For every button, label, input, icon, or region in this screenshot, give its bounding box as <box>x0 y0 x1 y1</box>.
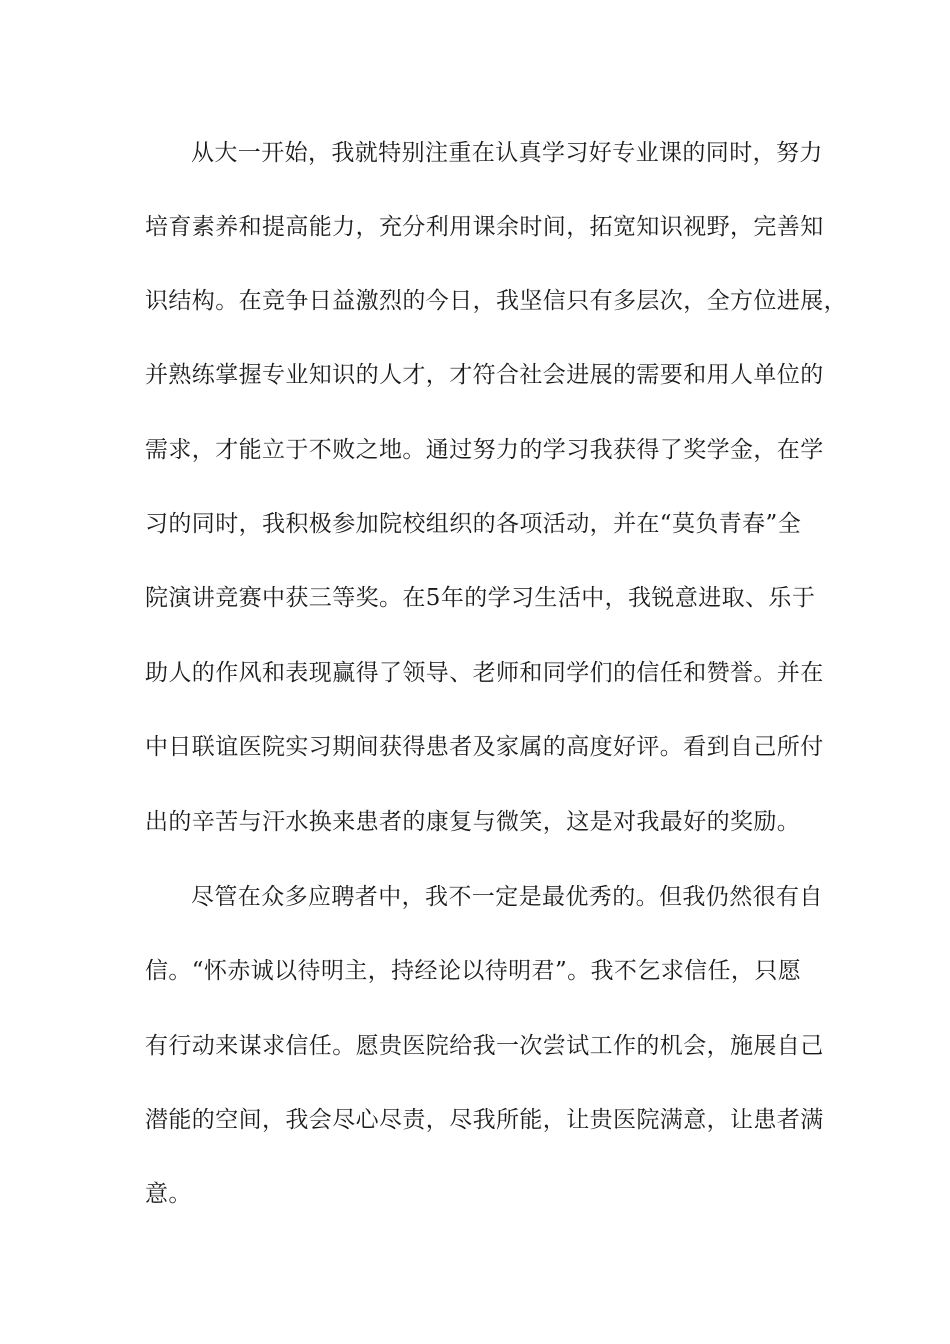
paragraph-2-line-1: 尽管在众多应聘者中，我不一定是最优秀的。但我仍然很有自 <box>191 884 823 910</box>
paragraph-2-line-3: 有行动来谋求信任。愿贵医院给我一次尝试工作的机会，施展自己 <box>145 1033 824 1059</box>
paragraph-1-line-6: 习的同时，我积极参加院校组织的各项活动，并在“莫负青春”全 <box>145 511 802 537</box>
paragraph-2-line-5: 意。 <box>145 1181 192 1207</box>
paragraph-2-line-4: 潜能的空间，我会尽心尽责，尽我所能，让贵医院满意，让患者满 <box>145 1107 824 1133</box>
paragraph-1-line-4: 并熟练掌握专业知识的人才，才符合社会进展的需要和用人单位的 <box>145 362 824 388</box>
paragraph-1-line-9: 中日联谊医院实习期间获得患者及家属的高度好评。看到自己所付 <box>145 734 824 760</box>
paragraph-1-line-8: 助人的作风和表现赢得了领导、老师和同学们的信任和赞誉。并在 <box>145 660 824 686</box>
paragraph-2-line-2: 信。“怀赤诚以待明主，持经论以待明君”。我不乞求信任，只愿 <box>145 958 802 984</box>
paragraph-1-line-1: 从大一开始，我就特别注重在认真学习好专业课的同时，努力 <box>191 140 823 166</box>
paragraph-1-line-7: 院演讲竞赛中获三等奖。在5年的学习生活中，我锐意进取、乐于 <box>145 585 816 611</box>
paragraph-1-line-5: 需求，才能立于不败之地。通过努力的学习我获得了奖学金，在学 <box>145 437 824 463</box>
paragraph-1-line-10: 出的辛苦与汗水换来患者的康复与微笑，这是对我最好的奖励。 <box>145 809 801 835</box>
paragraph-1-line-2: 培育素养和提高能力，充分利用课余时间，拓宽知识视野，完善知 <box>145 214 824 240</box>
paragraph-1-line-3: 识结构。在竞争日益激烈的今日，我坚信只有多层次，全方位进展， <box>145 288 847 314</box>
